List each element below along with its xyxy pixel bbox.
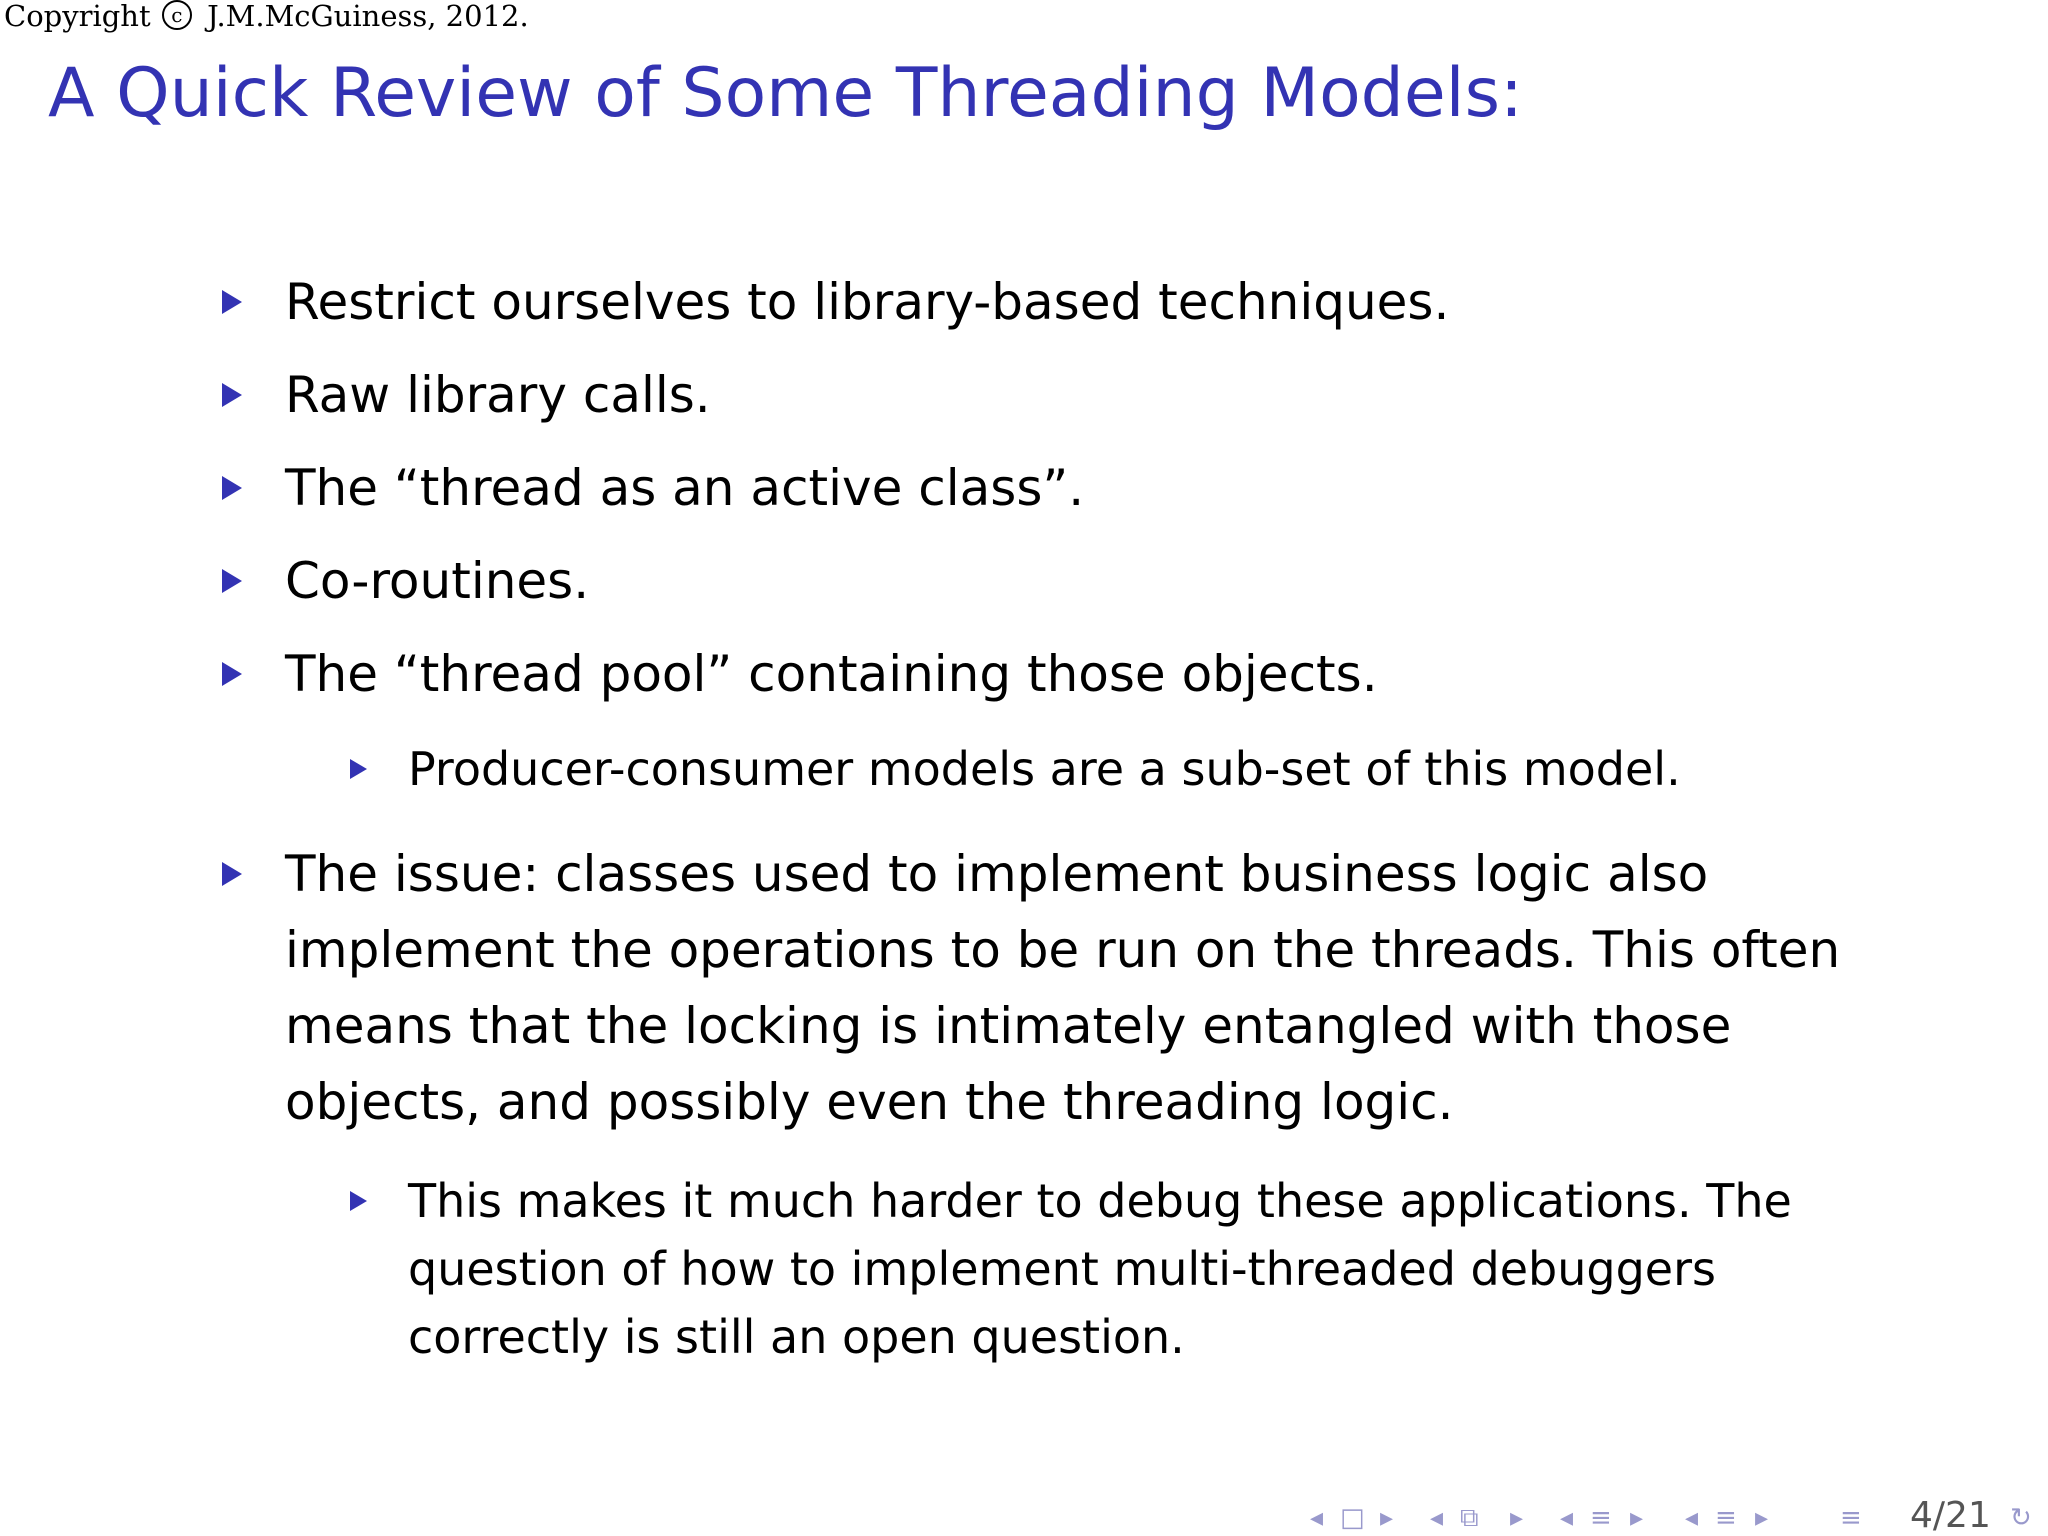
bullet-item-line: The issue: classes used to implement business logic also	[285, 845, 1709, 903]
nav-subsection-prev-icon[interactable]: ◂	[1430, 1503, 1444, 1533]
bullet-item: Restrict ourselves to library-based techniques.	[285, 273, 1450, 331]
nav-frame-icon[interactable]: □	[1340, 1503, 1365, 1533]
copyright-holder: J.M.McGuiness, 2012.	[207, 0, 529, 33]
copyright-word: Copyright	[4, 0, 151, 33]
bullet-marker-icon	[222, 383, 242, 407]
sub-bullet-item: Producer-consumer models are a sub-set of this model.	[408, 742, 1681, 796]
nav-frame-prev-icon[interactable]: ◂	[1310, 1503, 1324, 1533]
nav-section-icon[interactable]: ≡	[1590, 1503, 1612, 1533]
nav-section-icon[interactable]: ≡	[1715, 1503, 1737, 1533]
nav-search-icon[interactable]: ↻	[2010, 1503, 2032, 1533]
bullet-marker-icon	[222, 662, 242, 686]
bullet-item: The “thread as an active class”.	[285, 459, 1085, 517]
nav-section-prev-icon[interactable]: ◂	[1685, 1503, 1699, 1533]
sub-bullet-item-line: question of how to implement multi-threaded debuggers	[408, 1242, 1716, 1296]
bullet-marker-icon	[222, 476, 242, 500]
bullet-item: Raw library calls.	[285, 366, 711, 424]
sub-bullet-marker-icon	[350, 759, 367, 779]
sub-bullet-item-line: correctly is still an open question.	[408, 1310, 1185, 1364]
nav-subsection-icon[interactable]: ⧉	[1460, 1503, 1479, 1533]
bullet-marker-icon	[222, 862, 242, 886]
nav-section-next-icon[interactable]: ▸	[1630, 1503, 1644, 1533]
slide-title: A Quick Review of Some Threading Models:	[48, 54, 1523, 133]
bullet-item: Co-routines.	[285, 552, 590, 610]
bullet-item: The “thread pool” containing those objects.	[285, 645, 1378, 703]
copyright-notice	[4, 0, 529, 33]
bullet-item-line: implement the operations to be run on the threads. This often	[285, 921, 1841, 979]
sub-bullet-item-line: This makes it much harder to debug these applications. The	[408, 1174, 1792, 1228]
bullet-marker-icon	[222, 290, 242, 314]
copyright-symbol-icon: c	[162, 0, 192, 30]
sub-bullet-marker-icon	[350, 1191, 367, 1211]
nav-frame-next-icon[interactable]: ▸	[1380, 1503, 1394, 1533]
nav-align-icon[interactable]: ≡	[1840, 1503, 1862, 1533]
nav-section-prev-icon[interactable]: ◂	[1560, 1503, 1574, 1533]
nav-section-next-icon[interactable]: ▸	[1755, 1503, 1769, 1533]
bullet-item-line: objects, and possibly even the threading logic.	[285, 1073, 1454, 1131]
bullet-marker-icon	[222, 569, 242, 593]
nav-subsection-next-icon[interactable]: ▸	[1510, 1503, 1524, 1533]
bullet-item-line: means that the locking is intimately entangled with those	[285, 997, 1732, 1055]
page-number: 4/21	[1910, 1495, 1991, 1536]
